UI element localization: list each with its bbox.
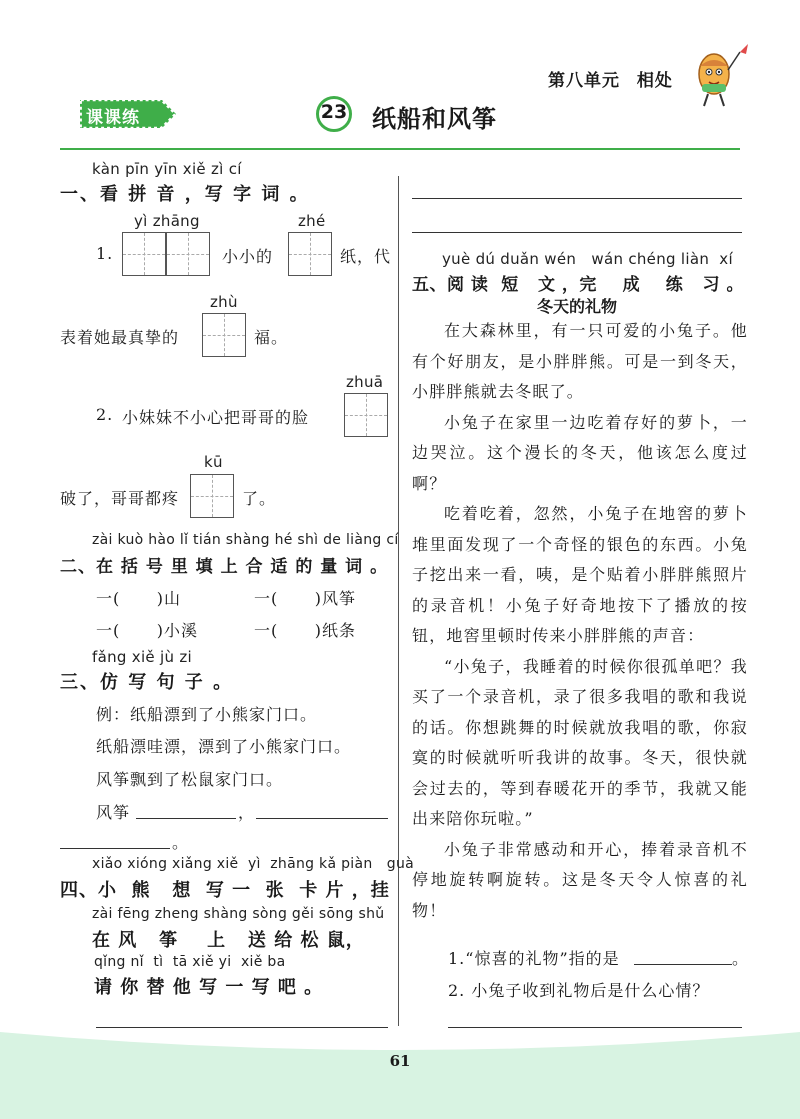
q2-pinyin-a: zhuā <box>346 373 384 391</box>
unit-title: 相处 <box>636 71 673 91</box>
section3-start: 风筝 <box>96 803 131 822</box>
answer-line-q1[interactable] <box>634 964 732 965</box>
unit-label <box>548 66 673 91</box>
q2-number: 2. <box>96 405 114 424</box>
q1-number: 1. <box>96 244 114 263</box>
answer-box-zhua[interactable] <box>344 393 388 437</box>
section3-prompt: 风筝飘到了松鼠家门口。 <box>96 770 284 789</box>
q1-text-a: 小小的 <box>222 247 274 266</box>
answer-line-imitate-2[interactable] <box>256 818 388 819</box>
column-divider <box>398 176 399 1026</box>
answer-box-zhe[interactable] <box>288 232 332 276</box>
section2-pinyin: zài kuò hào lǐ tián shàng hé shì de liàng cí <box>92 532 399 548</box>
measure-word-item-2[interactable]: 一( )风筝 <box>254 589 357 608</box>
header-rule <box>60 148 740 150</box>
story-title: 冬天的礼物 <box>536 297 617 316</box>
q1-text-b: 纸，代 <box>340 247 392 266</box>
story-paragraph-1: 在大森林里，有一只可爱的小兔子。他有个好朋友，是小胖胖熊。可是一到冬天，小胖胖熊就去冬眠了。 <box>412 321 748 401</box>
section4-pinyin-1: xiǎo xióng xiǎng xiě yì zhāng kǎ piàn guà <box>92 856 415 872</box>
section5-pinyin: yuè dú duǎn wén wán chéng liàn xí <box>442 250 733 268</box>
story-paragraph-3: 吃着吃着，忽然，小兔子在地窖的萝卜堆里面发现了一个奇怪的银色的东西。小兔子挖出来一看，咦，是个贴着小胖胖熊照片的录音机！小兔子好奇地按下了播放的按钮，地窖里顿时传来小胖胖熊的声音： <box>412 504 748 645</box>
answer-box-zhu[interactable] <box>202 313 246 357</box>
q1-pinyin-a: yì zhāng <box>134 212 200 230</box>
answer-line-top-1[interactable] <box>412 198 742 199</box>
section1-title: 一、看 拼 音 ，写 字 词 。 <box>60 184 310 205</box>
measure-word-item-4[interactable]: 一( )纸条 <box>254 621 357 640</box>
section3-example: 例：纸船漂到了小熊家门口。 <box>96 705 318 724</box>
section5-title: 五、阅 读 短 文 ，完 成 练 习 。 <box>412 275 744 295</box>
story-paragraph-5: 小兔子非常感动和开心，捧着录音机不停地旋转啊旋转。这是冬天令人惊喜的礼物！ <box>412 839 748 920</box>
story-body <box>412 316 748 926</box>
q1-text-c: 表着她最真挚的 <box>60 328 180 347</box>
mascot-icon <box>690 40 752 108</box>
section3-pinyin: fǎng xiě jù zi <box>92 648 192 666</box>
q2-text-c: 了。 <box>242 489 277 508</box>
reading-question-1: 1.“惊喜的礼物”指的是 <box>448 949 620 968</box>
reading-question-1-end: 。 <box>732 949 750 968</box>
answer-box-zhang[interactable] <box>166 232 210 276</box>
q2-text-a: 小妹妹不小心把哥哥的脸 <box>122 408 310 427</box>
section2-title: 二、在 括 号 里 填 上 合 适 的 量 词 。 <box>60 557 389 577</box>
section3-title: 三、仿 写 句 子 。 <box>60 672 234 693</box>
q2-pinyin-b: kū <box>204 453 223 471</box>
badge-label: 课课练 <box>86 108 140 128</box>
q2-text-b: 破了，哥哥都疼 <box>60 489 180 508</box>
answer-line-top-2[interactable] <box>412 232 742 233</box>
story-paragraph-2: 小兔子在家里一边吃着存好的萝卜，一边哭泣。这个漫长的冬天，他该怎么度过啊？ <box>412 412 748 493</box>
story-paragraph-4: “小兔子，我睡着的时候你很孤单吧？我买了一个录音机，录了很多我唱的歌和我说的话。你想跳舞的时候就放我唱的歌，你寂寞的时候就听听我讲的故事。冬天，很快就会过去的，等到春暖花开的季节，我就又能出来陪你玩啦。” <box>412 656 748 828</box>
answer-line-imitate-3[interactable] <box>60 848 170 849</box>
answer-box-ku[interactable] <box>190 474 234 518</box>
section1-pinyin: kàn pīn yīn xiě zì cí <box>92 160 242 178</box>
unit-number: 第八单元 <box>548 71 620 91</box>
section4-title-2: 在 风 筝 上 送 给 松 鼠， <box>92 930 365 951</box>
section4-pinyin-2: zài fēng zheng shàng sòng gěi sōng shǔ <box>92 906 385 922</box>
answer-box-yi[interactable] <box>122 232 166 276</box>
answer-line-imitate-1[interactable] <box>136 818 236 819</box>
lesson-number: 23 <box>320 101 348 123</box>
q1-pinyin-b: zhé <box>298 212 326 230</box>
section3-example2: 纸船漂哇漂，漂到了小熊家门口。 <box>96 737 352 756</box>
section4-title-3: 请 你 替 他 写 一 写 吧 。 <box>94 977 324 998</box>
section4-pinyin-3: qǐng nǐ tì tā xiě yi xiě ba <box>94 954 286 970</box>
section4-title-1: 四、小 熊 想 写 一 张 卡 片 ，挂 <box>60 880 390 901</box>
measure-word-item-1[interactable]: 一( )山 <box>96 589 182 608</box>
page-number: 61 <box>389 1052 411 1070</box>
q1-text-d: 福。 <box>254 328 289 347</box>
q1-pinyin-c: zhù <box>210 293 238 311</box>
section3-end: 。 <box>172 833 190 852</box>
lesson-title: 纸船和风筝 <box>372 105 497 133</box>
section3-comma: ， <box>238 803 256 822</box>
measure-word-item-3[interactable]: 一( )小溪 <box>96 621 199 640</box>
reading-question-2: 2. 小兔子收到礼物后是什么心情？ <box>448 981 710 1000</box>
